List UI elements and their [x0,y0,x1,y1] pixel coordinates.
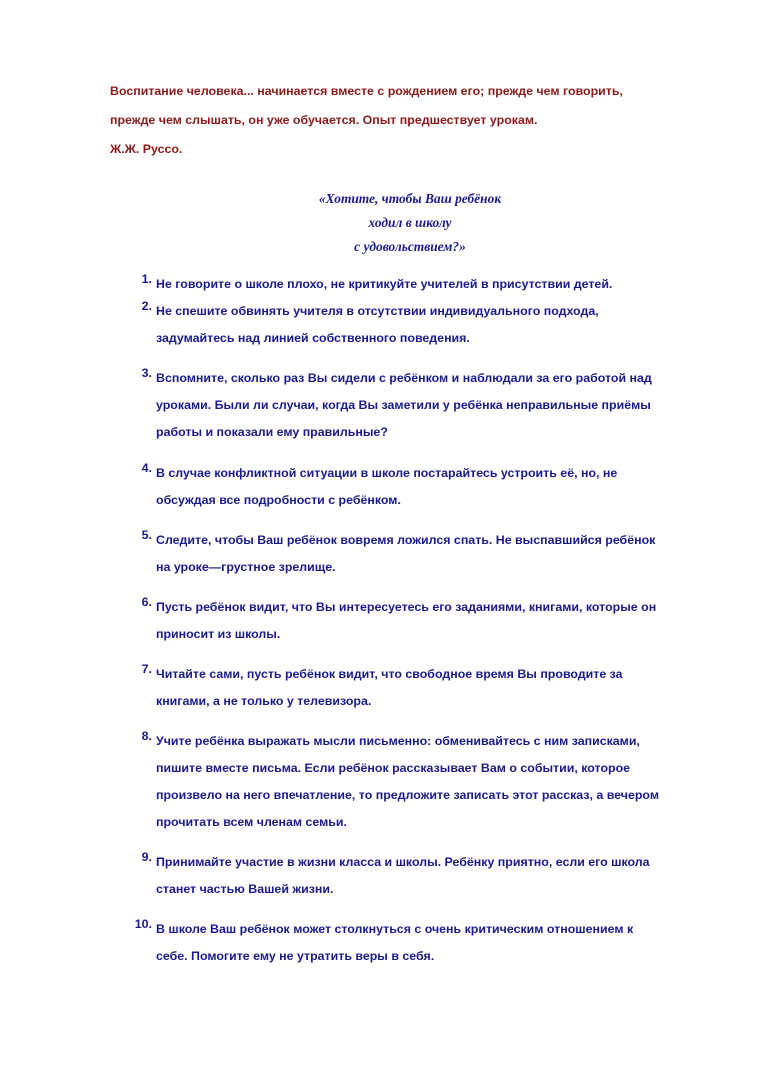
list-item [118,729,738,837]
epigraph-line: Воспитание человека... начинается вместе с рождением его; прежде чем говорить, [110,84,623,98]
item-number: 10. [134,917,152,931]
item-text-line: пишите вместе письма. Если ребёнок рассказывает Вам о событии, которое [156,761,631,775]
item-number: 8. [141,729,152,743]
item-text-line: Принимайте участие в жизни класса и школы. Ребёнку приятно, если его школа [156,855,650,869]
document-title [160,188,660,260]
item-text-line: приносит из школы. [156,627,281,641]
item-text-line: Вспомните, сколько раз Вы сидели с ребёнком и наблюдали за его работой над [156,371,652,385]
item-text-line: обсуждая все подробности с ребёнком. [156,493,401,507]
item-number: 3. [141,366,152,380]
list-item [118,461,738,515]
item-text-line: Учите ребёнка выражать мысли письменно: обменивайтесь с ним записками, [156,734,640,748]
item-text-line: Читайте сами, пусть ребёнок видит, что свободное время Вы проводите за [156,667,623,681]
list-item [118,850,738,904]
title-line: ходил в школу [368,215,452,230]
item-text-line: Пусть ребёнок видит, что Вы интересуетесь его заданиями, книгами, которые он [156,600,657,614]
list-item [118,595,738,649]
epigraph-author: Ж.Ж. Руссо. [110,142,183,156]
item-number: 1. [141,272,152,286]
list-item [118,528,738,582]
list-item [118,366,738,447]
item-text-line: произвело на него впечатление, то предложите записать этот рассказ, а вечером [156,788,659,802]
item-text-line: Следите, чтобы Ваш ребёнок вовремя ложился спать. Не выспавшийся ребёнок [156,533,656,547]
advice-list [118,272,738,971]
item-number: 4. [141,461,152,475]
item-text-line: работы и показали ему правильные? [156,425,388,439]
item-text-line: на уроке—грустное зрелище. [156,560,336,574]
list-item [118,272,738,299]
title-line: «Хотите, чтобы Ваш ребёнок [318,191,502,206]
item-number: 5. [141,528,152,542]
epigraph-quote [110,80,730,167]
item-text-line: Не спешите обвинять учителя в отсутствии индивидуального подхода, [156,304,599,318]
item-text-line: себе. Помогите ему не утратить веры в себя. [156,949,435,963]
list-item [118,662,738,716]
item-number: 7. [141,662,152,676]
item-text-line: прочитать всем членам семьи. [156,815,347,829]
title-line: с удовольствием?» [354,239,466,254]
item-number: 9. [141,850,152,864]
item-number: 6. [141,595,152,609]
item-number: 2. [141,299,152,313]
list-item [118,299,738,353]
list-item [118,917,738,971]
item-text-line: уроками. Были ли случаи, когда Вы заметили у ребёнка неправильные приёмы [156,398,651,412]
item-text-line: В случае конфликтной ситуации в школе постарайтесь устроить её, но, не [156,466,618,480]
item-text-line: станет частью Вашей жизни. [156,882,334,896]
item-text-line: В школе Ваш ребёнок может столкнуться с очень критическим отношением к [156,922,634,936]
item-text-line: задумайтесь над линией собственного поведения. [156,331,470,345]
item-text-line: книгами, а не только у телевизора. [156,694,372,708]
epigraph-line: прежде чем слышать, он уже обучается. Опыт предшествует урокам. [110,113,538,127]
item-text-line: Не говорите о школе плохо, не критикуйте учителей в присутствии детей. [156,277,613,291]
